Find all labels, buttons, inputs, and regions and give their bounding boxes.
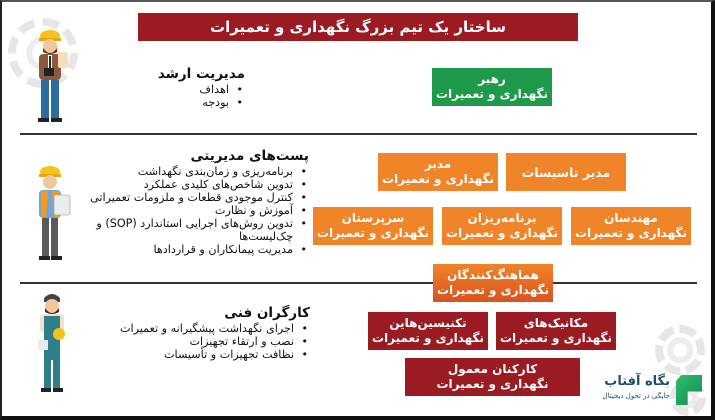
list-item: • اجرای نگهداشت پیشگیرانه و تعمیرات <box>100 322 310 335</box>
logo-mark-icon <box>676 375 702 405</box>
org-box-planners <box>442 207 562 245</box>
org-box-facilities-manager <box>506 153 626 191</box>
box-line1: مدیر <box>424 157 452 171</box>
management-posts-text <box>69 148 309 256</box>
list-item: • برنامه‌ریزی و زمان‌بندی نگهداشت <box>69 165 309 178</box>
section-heading: پست‌های مدیریتی <box>190 148 309 164</box>
list-item: • مدیریت پیمانکاران و قراردادها <box>69 243 309 256</box>
senior-management-list <box>65 83 245 109</box>
box-line1: مکانیک‌های <box>523 316 589 330</box>
section-heading: کارگران فنی <box>224 305 310 321</box>
box-line1: مدیر تاسیسات <box>521 164 611 180</box>
org-box-maintenance-manager <box>378 153 498 191</box>
logo-title: بگاه آفتاب <box>604 374 670 389</box>
box-line2: نگهداری و تعمیرات <box>574 226 688 240</box>
list-item: • نصب و ارتقاء تجهیزات <box>100 335 310 348</box>
org-box-engineers <box>571 207 691 245</box>
box-line2: نگهداری و تعمیرات <box>445 226 559 240</box>
logo-subtitle: جایگی در تحول دیجیتال <box>602 392 670 400</box>
box-line2: نگهداری و تعمیرات <box>371 331 485 345</box>
org-box-regular-staff <box>405 358 580 396</box>
org-box-supervisors <box>313 207 433 245</box>
technical-staff-text <box>100 305 310 361</box>
box-line1: مهندسان <box>604 211 658 225</box>
box-line1: رهبر <box>478 72 506 86</box>
gear-icon <box>655 325 705 375</box>
box-line2: نگهداری و تعمیرات <box>381 172 495 186</box>
box-line1: سرپرستان <box>341 211 405 225</box>
box-line1: تکنیسین‌هاین <box>389 316 467 330</box>
list-item: • آموزش و نظارت <box>69 204 309 217</box>
org-box-mechanics <box>496 312 616 350</box>
section-divider <box>20 133 697 135</box>
technical-staff-list <box>100 322 310 361</box>
box-line2: نگهداری و تعمیرات <box>499 331 613 345</box>
list-item: • بودجه <box>65 96 245 109</box>
org-box-leader <box>432 68 552 106</box>
section-divider <box>20 282 697 284</box>
engineer-person-icon <box>30 165 74 265</box>
box-line2: نگهداری و تعمیرات <box>436 283 550 297</box>
box-line2: نگهداری و تعمیرات <box>316 226 430 240</box>
box-line1: هماهنگ‌کنندگان <box>447 268 539 282</box>
list-item: • تدوین شاخص‌های کلیدی عملکرد <box>69 178 309 191</box>
list-item: • تدوین روش‌های اجرایی استاندارد (SOP) و چک‌لیست‌ها <box>69 217 309 243</box>
brand-logo <box>598 372 702 408</box>
technician-person-icon <box>32 292 72 396</box>
list-item: • نظافت تجهیزات و تأسیسات <box>100 348 310 361</box>
list-item: • کنترل موجودی قطعات و ملزومات تعمیراتی <box>69 191 309 204</box>
box-line2: نگهداری و تعمیرات <box>435 87 549 101</box>
org-box-coordinators <box>433 264 553 302</box>
list-item: • اهداف <box>65 83 245 96</box>
org-box-technicians <box>368 312 488 350</box>
box-line1: برنامه‌ریزان <box>467 211 537 225</box>
diagram-title: ساختار یک تیم بزرگ نگهداری و تعمیرات <box>138 13 578 41</box>
section-heading: مدیریت ارشد <box>157 66 245 82</box>
senior-management-text <box>65 66 245 109</box>
box-line2: نگهداری و تعمیرات <box>436 377 549 391</box>
box-line1: کارکنان معمول <box>447 362 538 376</box>
management-posts-list <box>69 165 309 256</box>
